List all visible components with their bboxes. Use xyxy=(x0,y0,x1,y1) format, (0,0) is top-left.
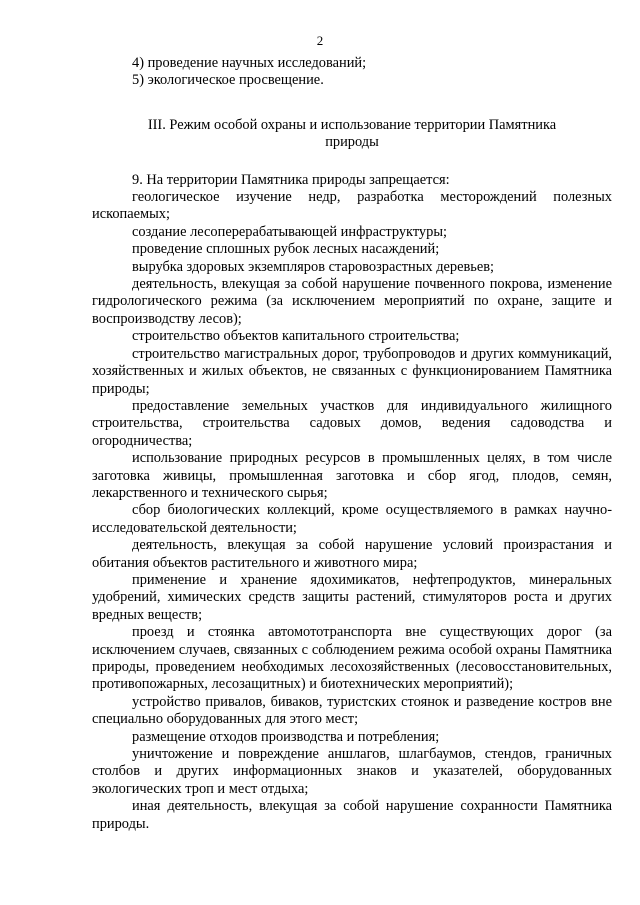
prohibition-item: деятельность, влекущая за собой нарушение условий произрастания и обитания объектов растительного и животного мира; xyxy=(92,537,612,571)
prohibition-item: сбор биологических коллекций, кроме осуществляемого в рамках научно-исследовательской деятельности; xyxy=(92,502,612,536)
prohibition-item: уничтожение и повреждение аншлагов, шлагбаумов, стендов, граничных столбов и других информационных знаков и указателей, оборудованных экологических троп и мест отдыха; xyxy=(92,746,612,797)
prohibition-item: проезд и стоянка автомототранспорта вне существующих дорог (за исключением случаев, связанных с соблюдением режима особой охраны Памятника природы, проведением необходимых лесохозяйственных (лесовосстановительных, противопожарных, лесозащитных) и биотехнических мероприятий); xyxy=(92,624,612,693)
prohibition-item: деятельность, влекущая за собой нарушение почвенного покрова, изменение гидрологического режима (за исключением мероприятий по охране, защите и воспроизводству лесов); xyxy=(92,276,612,327)
page-number: 2 xyxy=(316,33,324,48)
prohibition-item: геологическое изучение недр, разработка месторождений полезных ископаемых; xyxy=(92,189,612,223)
intro-item: 5) экологическое просвещение. xyxy=(132,72,324,89)
prohibition-item: использование природных ресурсов в промышленных целях, в том числе заготовка живицы, промышленная заготовка и сбор ягод, плодов, семян, лекарственного и технического сырья; xyxy=(92,450,612,501)
prohibition-item: создание лесоперерабатывающей инфраструктуры; xyxy=(132,223,447,240)
prohibition-item: применение и хранение ядохимикатов, нефтепродуктов, минеральных удобрений, химических средств защиты растений, стимуляторов роста и других вредных веществ; xyxy=(92,571,612,623)
prohibition-item: проведение сплошных рубок лесных насаждений; xyxy=(132,241,440,258)
prohibition-item: предоставление земельных участков для индивидуального жилищного строительства, строительства садовых домов, ведения садоводства и огородничества; xyxy=(92,397,612,449)
prohibition-item: размещение отходов производства и потребления; xyxy=(132,728,440,745)
prohibition-item: строительство объектов капитального строительства; xyxy=(132,328,460,345)
clause-lead: 9. На территории Памятника природы запрещается: xyxy=(132,171,450,188)
document-body xyxy=(92,55,612,833)
prohibition-item: иная деятельность, влекущая за собой нарушение сохранности Памятника природы. xyxy=(92,798,612,832)
section-heading: III. Режим особой охраны и использование территории Памятника природы xyxy=(147,116,557,151)
prohibition-item: вырубка здоровых экземпляров старовозрастных деревьев; xyxy=(132,258,495,275)
intro-item: 4) проведение научных исследований; xyxy=(132,55,367,71)
prohibition-item: устройство привалов, биваков, туристских стоянок и разведение костров вне специально оборудованных для этого мест; xyxy=(92,693,612,728)
prohibition-item: строительство магистральных дорог, трубопроводов и других коммуникаций, хозяйственных и жилых объектов, не связанных с функционированием Памятника природы; xyxy=(92,345,612,397)
